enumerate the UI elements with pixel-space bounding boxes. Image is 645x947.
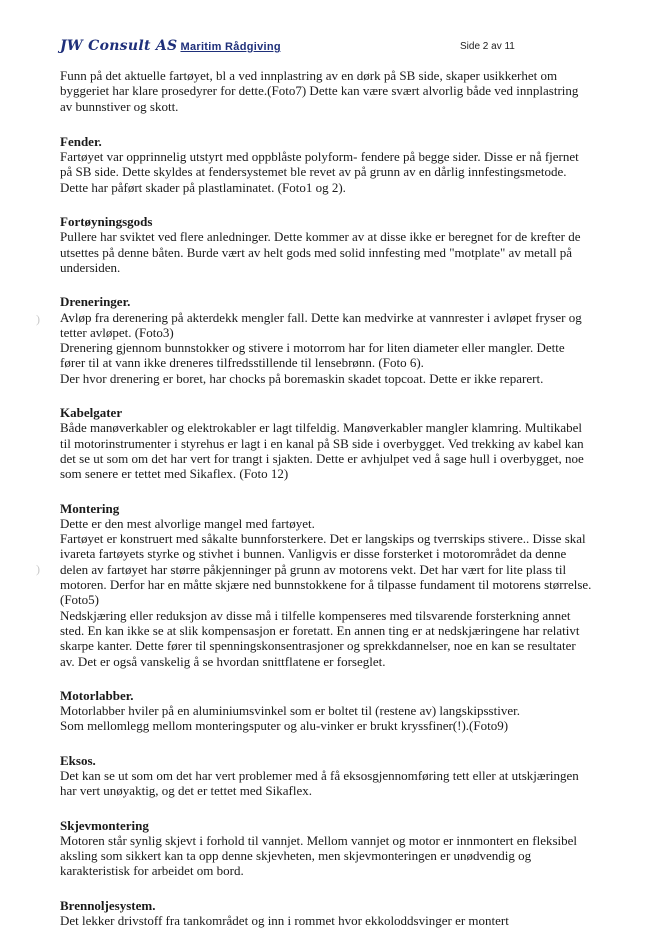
section-heading: Skjevmontering — [60, 817, 149, 833]
document-body — [60, 68, 592, 947]
scan-mark: ) — [36, 562, 40, 576]
logo-sub-text: Maritim Rådgiving — [180, 41, 281, 53]
section-paragraph: Pullere har sviktet ved flere anledninger. Dette kommer av at disse ikke er beregnet for de krefter de utsettes på denne båten. Burde vært av helt gods med solid innfesting med "motplate" av metall på undersiden. — [60, 229, 581, 275]
section-paragraph: Det kan se ut som om det har vert problemer med å få eksosgjennomføring tett eller at utskjæringen har vert unøyaktig, og det er tettet med Sikaflex. — [60, 767, 579, 799]
section-paragraph: Nedskjæring eller reduksjon av disse må i tilfelle kompenseres med tilsvarende forsterkning annet sted. En kan ikke se at slik kompensasjon er foretatt. En annen ting er at nedskjæringene har relativt skarpe kanter. Dette fører til spenningskonsentrasjoner og sprekkdannelser, noe en kan se resultater av. Det er også vanskelig å se hvordan snittflatene er forseglet. — [60, 607, 580, 669]
section-motorlabber — [60, 688, 592, 734]
section-heading: Dreneringer. — [60, 294, 131, 310]
section-paragraph: Der hvor drenering er boret, har chocks på boremaskin skadet topcoat. Dette er ikke reparert. — [60, 370, 544, 386]
section-fortoyningsgods — [60, 214, 592, 275]
section-paragraph: Fartøyet var opprinnelig utstyrt med oppblåste polyform- fendere på begge sider. Disse er nå fjernet på SB side. Dette skyldes at fendersystemet ble revet av på grunn av en dårlig innfestingsmetode. Dette har påført skader på plastlaminatet. (Foto1 og 2). — [60, 149, 579, 195]
section-paragraph: Fartøyet er konstruert med såkalte bunnforsterkere. Det er langskips og tverrskips stivere.. Disse skal ivareta fartøyets styrke og stivhet i bunnen. Vanligvis er disse forsterket i motorområdet da denne delen av fartøyet har større påkjenninger på grunn av motorens vekt. Det har vært for lite plass til motoren. Derfor har en måtte skjære ned bunnstokkene for å tilpasse fundament til motorens størrelse. (Foto5) — [60, 531, 592, 608]
section-montering — [60, 501, 592, 669]
page-header — [60, 38, 585, 58]
section-paragraph: Motorlabber hviler på en aluminiumsvinkel som er boltet til (restene av) langskipsstiver. — [60, 703, 520, 719]
section-heading: Motorlabber. — [60, 687, 134, 703]
page-number: Side 2 av 11 — [460, 41, 515, 52]
company-logo — [60, 38, 281, 54]
section-fender — [60, 134, 592, 195]
section-paragraph: Drenering gjennom bunnstokker og stivere i motorrom har for liten diameter eller mangler. Dette fører til at vann ikke dreneres tilfredsstillende til lensebrønn. (Foto 6). — [60, 340, 565, 371]
section-heading: Kabelgater — [60, 405, 123, 421]
section-dreneringer — [60, 294, 592, 386]
section-paragraph: Avløp fra derenering på akterdekk mengler fall. Dette kan medvirke at vannrester i avløpet fryser og tetter avløpet. (Foto3) — [60, 309, 582, 340]
logo-main-text: JW Consult AS — [60, 38, 178, 54]
section-paragraph: Som mellomlegg mellom monteringsputer og alu-vinker er brukt kryssfiner(!).(Foto9) — [60, 718, 509, 734]
section-heading: Fortøyningsgods — [60, 214, 153, 230]
section-paragraph: Det lekker drivstoff fra tankområdet og inn i rommet hvor ekkoloddsvinger er montert — [60, 913, 509, 929]
section-brennoljesystem — [60, 898, 592, 929]
section-paragraph: Dette er den mest alvorlige mangel med fartøyet. — [60, 515, 315, 531]
section-paragraph: Både manøverkabler og elektrokabler er lagt tilfeldig. Manøverkabler mangler klamring. Multikabel til motorinstrumenter i styrehus er lagt i en kanal på SB side i overbygget. Ved trekking av kabel kan det se ut som om det har vert for trangt i sjakten. Dette er avhjulpet ved å sage hull i overbygget, noe som senere er tettet med Sikaflex. (Foto 12) — [60, 420, 584, 482]
section-heading: Fender. — [60, 133, 102, 149]
section-heading: Montering — [60, 500, 120, 516]
section-paragraph: Motoren står synlig skjevt i forhold til vannjet. Mellom vannjet og motor er innmontert en fleksibel aksling som sikkert kan ta opp denne skjevheten, men skjevmonteringen er unødvendig og karakteristisk for arbeidet om bord. — [60, 832, 578, 879]
intro-paragraph: Funn på det aktuelle fartøyet, bl a ved innplastring av en dørk på SB side, skaper usikkerhet om byggeriet har klare prosedyrer for dette.(Foto7) Dette kan være svært alvorlig både ved innplastring av bunnstiver og skott. — [60, 68, 579, 114]
section-heading: Brennoljesystem. — [60, 897, 156, 913]
section-eksos — [60, 753, 592, 799]
scan-mark: ) — [36, 312, 40, 326]
section-kabelgater — [60, 405, 592, 481]
section-skjevmontering — [60, 818, 592, 879]
section-heading: Eksos. — [60, 752, 96, 768]
